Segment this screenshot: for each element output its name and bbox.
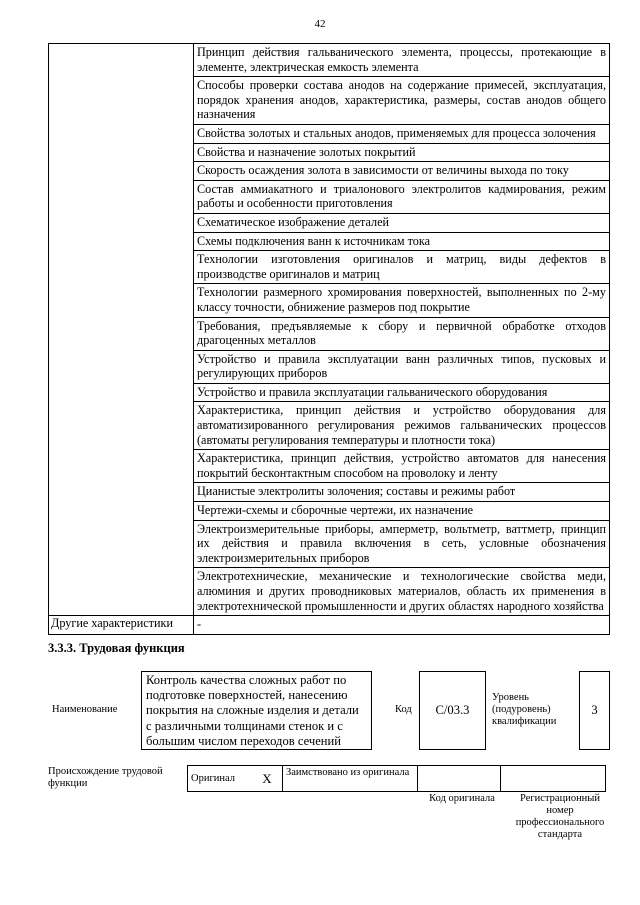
- other-characteristics-value: -: [194, 616, 610, 635]
- knowledge-item: Схематическое изображение деталей: [194, 213, 610, 232]
- level-value-box: 3: [579, 671, 610, 750]
- code-label: Код: [395, 704, 412, 715]
- knowledge-item: Технологии размерного хромирования поверхностей, выполненных по 2-му классу точности, обнижение размеров под покрытие: [194, 284, 610, 317]
- knowledge-item: Электротехнические, механические и технологические свойства меди, алюминия и других проводниковых материалов, область их применения в электротехнической промышленности и других областях народного хозяйства: [194, 568, 610, 616]
- knowledge-item: Скорость осаждения золота в зависимости от величины выхода по току: [194, 162, 610, 181]
- reg-number-caption: Регистрационный номер профессионального стандарта: [515, 793, 605, 840]
- other-characteristics-label: Другие характеристики: [49, 616, 194, 635]
- original-mark: X: [252, 766, 283, 792]
- code-value-box: С/03.3: [419, 671, 486, 750]
- knowledge-item: Характеристика, принцип действия, устройство автоматов для нанесения покрытий бесконтактным способом на проволоку и ленту: [194, 450, 610, 483]
- section-heading: 3.3.3. Трудовая функция: [48, 641, 185, 655]
- required-knowledge-label-cell: [49, 44, 194, 616]
- function-name-box: Контроль качества сложных работ по подготовке поверхностей, нанесению покрытия на сложные изделия и детали с различными толщинами стенок и с большим числом переходов сечений: [141, 671, 372, 750]
- knowledge-item: Состав аммиакатного и триалонового электролитов кадмирования, режим работы и особенности приготовления: [194, 180, 610, 213]
- original-label: Оригинал: [188, 766, 253, 792]
- knowledge-item: Схемы подключения ванн к источникам тока: [194, 232, 610, 251]
- code-original-caption: Код оригинала: [429, 793, 495, 804]
- knowledge-item: Цианистые электролиты золочения; составы и режимы работ: [194, 483, 610, 502]
- table-row: [188, 766, 606, 792]
- table-row: [49, 44, 610, 77]
- knowledge-table: [48, 43, 610, 635]
- knowledge-item: Чертежи-схемы и сборочные чертежи, их назначение: [194, 502, 610, 521]
- code-original-cell: [418, 766, 501, 792]
- knowledge-item: Требования, предъявляемые к сбору и первичной обработке отходов драгоценных металлов: [194, 317, 610, 350]
- knowledge-item: Устройство и правила эксплуатации ванн различных типов, пусковых и регулирующих приборов: [194, 350, 610, 383]
- borrowed-label: Заимствовано из оригинала: [283, 766, 418, 792]
- knowledge-item: Электроизмерительные приборы, амперметр, вольтметр, ваттметр, принцип их действия и правила включения в сеть, условные обозначения электроизмерительных приборов: [194, 520, 610, 568]
- knowledge-item: Устройство и правила эксплуатации гальванического оборудования: [194, 383, 610, 402]
- table-row: [49, 616, 610, 635]
- knowledge-item: Свойства и назначение золотых покрытий: [194, 143, 610, 162]
- reg-number-cell: [501, 766, 606, 792]
- level-label: Уровень (подуровень) квалификации: [492, 692, 557, 727]
- name-label: Наименование: [52, 704, 118, 715]
- knowledge-item: Технологии изготовления оригиналов и матриц, виды дефектов в производстве оригиналов и матриц: [194, 251, 610, 284]
- origin-label: Происхождение трудовой функции: [48, 766, 163, 789]
- knowledge-item: Свойства золотых и стальных анодов, применяемых для процесса золочения: [194, 124, 610, 143]
- knowledge-item: Характеристика, принцип действия и устройство оборудования для автоматизированного регулирования режимов гальванических процессов (автоматы регулирования температуры и плотности тока): [194, 402, 610, 450]
- knowledge-item: Принцип действия гальванического элемента, процессы, протекающие в элементе, электрическая емкость элемента: [194, 44, 610, 77]
- origin-table: [187, 765, 606, 792]
- knowledge-item: Способы проверки состава анодов на содержание примесей, эксплуатация, порядок хранения анодов, характеристика, размеры, состав анодов общего назначения: [194, 77, 610, 125]
- page-number: 42: [314, 18, 326, 30]
